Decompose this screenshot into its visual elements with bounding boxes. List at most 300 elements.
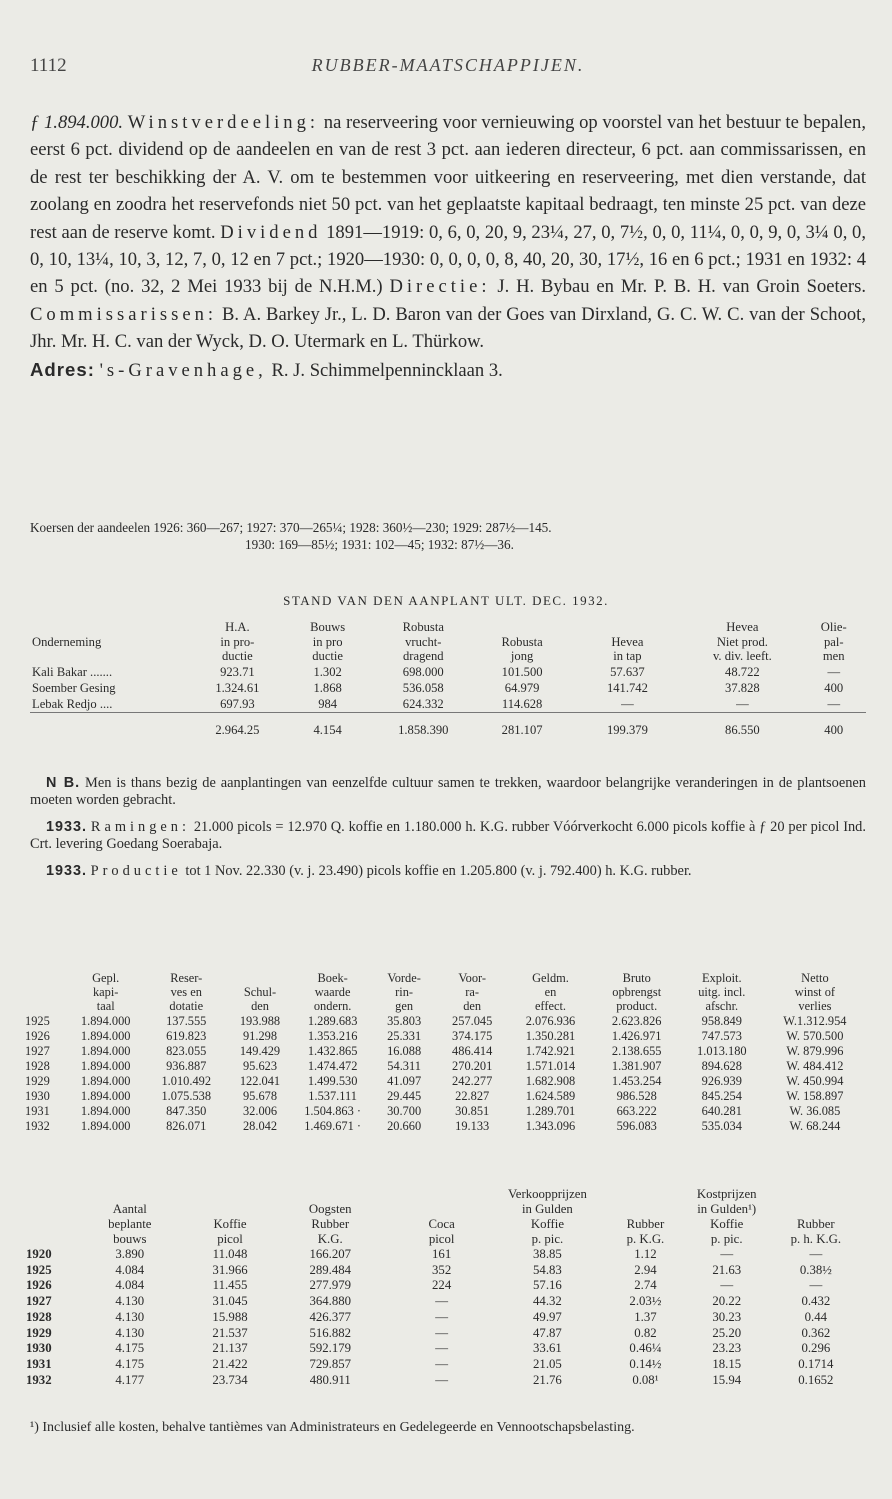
table-cell: 1925 <box>26 1262 52 1277</box>
table-cell: 1930 <box>25 1088 50 1103</box>
table-cell <box>603 1187 688 1202</box>
table-cell: 30.700 <box>387 1103 422 1118</box>
table-cell: 1926 <box>25 1028 50 1043</box>
table-cell: 364.880 <box>309 1294 352 1309</box>
table-cell: — <box>435 1325 449 1340</box>
table-cell <box>24 1202 69 1217</box>
ramingen-text: 21.000 picols = 12.970 Q. koffie en 1.180.000 h. K.G. rubber Vóórverkocht 6.000 picols koffie à ƒ 20 per picol Ind. Crt. levering Goedang Soerabaja. <box>30 819 866 852</box>
table-cell: 697.93 <box>220 696 255 711</box>
table-row <box>24 1104 866 1119</box>
table-cell: W.1.312.954 <box>783 1013 847 1028</box>
table-cell: 663.222 <box>616 1103 657 1118</box>
table-cell: 1927 <box>26 1294 52 1309</box>
table-cell: 57.16 <box>533 1278 562 1293</box>
table-cell: 729.857 <box>309 1356 352 1371</box>
table-cell <box>30 712 193 738</box>
table-cell: 23.23 <box>712 1341 742 1356</box>
productie-year: 1933. <box>46 863 88 879</box>
table-cell: 4.130 <box>115 1325 145 1340</box>
table-cell: Vorde- <box>387 971 421 985</box>
table-header-row <box>30 635 866 650</box>
adres-city: 's-Gravenhage, <box>99 359 267 381</box>
share-prices-line-1: Koersen der aandeelen 1926: 360—267; 1927: 370—265¼; 1928: 360½—230; 1929: 287½—145. <box>30 520 552 535</box>
table-cell: 0.08¹ <box>632 1372 659 1387</box>
table-cell: 166.207 <box>309 1247 352 1261</box>
table-cell: — <box>435 1372 449 1387</box>
table-cell: 1.537.111 <box>308 1088 357 1103</box>
table-cell: p. K.G. <box>626 1232 665 1246</box>
share-prices <box>30 519 866 553</box>
table-cell: 1.894.000 <box>80 1088 131 1103</box>
table-cell: 25.20 <box>712 1325 742 1340</box>
table-cell: 1.682.908 <box>525 1073 576 1088</box>
table-cell: 114.628 <box>501 696 543 711</box>
table-header-row <box>24 1187 866 1202</box>
table-cell: K.G. <box>317 1232 343 1246</box>
table-cell: 1926 <box>26 1278 52 1293</box>
table-cell: 38.85 <box>533 1247 562 1261</box>
table-cell: 270.201 <box>452 1058 493 1073</box>
table-cell: 149.429 <box>239 1043 281 1058</box>
table-cell: 0.362 <box>801 1325 831 1340</box>
table-cell: Koffie <box>710 1217 744 1231</box>
table-cell <box>191 1187 269 1202</box>
table-cell: 1.469.671 · <box>304 1118 362 1133</box>
table-cell: Rubber <box>311 1217 350 1231</box>
table-cell: — <box>720 1247 734 1261</box>
table-cell: Reser- <box>170 971 203 985</box>
share-prices-line-2: 1930: 169—85½; 1931: 102—45; 1932: 87½—36. <box>245 537 514 552</box>
table-cell: 20.22 <box>712 1294 742 1309</box>
table-cell: p. pic. <box>710 1232 743 1246</box>
table-cell: W. 570.500 <box>786 1028 844 1043</box>
table-cell: picol <box>428 1232 455 1246</box>
table-cell: taal <box>96 999 115 1014</box>
table-cell: 1.894.000 <box>80 1058 131 1073</box>
table-cell: Soember Gesing <box>32 680 116 695</box>
table-cell: 49.97 <box>533 1309 562 1324</box>
table-row <box>24 1119 866 1134</box>
table-cell: 1.504.863 · <box>304 1103 362 1118</box>
table-cell: 21.422 <box>212 1356 248 1371</box>
table-cell: Olie- <box>820 620 847 634</box>
table-cell: 1.381.907 <box>611 1058 662 1073</box>
table-cell: 21.137 <box>212 1341 248 1356</box>
table-cell <box>572 620 684 635</box>
table-row <box>30 696 866 713</box>
table-header-row <box>24 985 866 999</box>
table-cell: 18.15 <box>712 1356 742 1371</box>
table-cell: 21.05 <box>533 1356 562 1371</box>
table-cell: 2.03½ <box>629 1294 662 1309</box>
description-paragraph <box>30 109 866 356</box>
table-cell: W. 450.994 <box>786 1073 844 1088</box>
table-cell: 0.296 <box>801 1341 831 1356</box>
table-cell: 4.154 <box>281 712 373 738</box>
table-cell <box>766 1202 866 1217</box>
winst-label: Winstverdeeling: <box>127 112 320 133</box>
table-header-row <box>24 1232 866 1247</box>
table-cell: 826.071 <box>166 1118 207 1133</box>
table-cell: 101.500 <box>501 664 543 679</box>
table-cell: 1.013.180 <box>697 1043 747 1058</box>
table-row <box>30 680 866 696</box>
table-cell: 224 <box>432 1278 452 1293</box>
table-cell: afschr. <box>705 999 739 1014</box>
table-cell: 747.573 <box>701 1028 742 1043</box>
table-cell: 193.988 <box>239 1013 281 1028</box>
table-cell: in Gulden¹) <box>697 1202 757 1216</box>
table-cell: 1.350.281 <box>525 1028 576 1043</box>
table-cell: 536.058 <box>402 680 444 695</box>
table-cell: effect. <box>534 999 567 1014</box>
table-cell: 2.138.655 <box>611 1043 662 1058</box>
footnote: ¹) Inclusief alle kosten, behalve tantièmes van Administrateurs en Gedelegeerde en Vennootschapsbelasting. <box>30 1420 635 1435</box>
table-cell: Schul- <box>243 985 277 1000</box>
table-cell: 199.379 <box>572 712 684 738</box>
table-cell: H.A. <box>225 620 250 634</box>
table-header-row <box>30 620 866 635</box>
table-cell <box>24 1217 69 1232</box>
table-cell: 4.175 <box>115 1356 145 1371</box>
table-cell: 161 <box>432 1247 452 1261</box>
table-cell: — <box>809 1247 823 1261</box>
table-cell: v. div. leeft. <box>712 649 772 664</box>
table-cell: 64.979 <box>504 680 540 695</box>
winst-text: na reserveering voor vernieuwing op voorstel van het bestuur te bepalen, eerst 6 pct. dividend op de aandeelen en van de rest 3 pct. aan iederen directeur, 6 pct. aan commissarissen, en de rest ter beschikking der A. V. om te bestemmen voor uitkeering en reserveering, met dien verstande, dat zoolang en zoodra het reservefonds niet 50 pct. van het geplaatste kapitaal bedraagt, ten minste 25 pct. van deze rest aan de reserve komt. <box>30 112 866 243</box>
table-cell: winst of <box>794 985 836 1000</box>
table-cell: Lebak Redjo .... <box>32 696 113 711</box>
capital-amount: ƒ 1.894.000. <box>30 112 124 133</box>
table-cell: ductie <box>221 649 253 664</box>
company-description <box>30 109 866 384</box>
table-cell: 1.12 <box>634 1247 657 1261</box>
table-cell: 1.894.000 <box>80 1103 131 1118</box>
table-cell: 1.075.538 <box>161 1088 212 1103</box>
table-cell: ductie <box>312 649 344 664</box>
table-cell: 4.130 <box>115 1309 145 1324</box>
table-cell: Oogsten <box>308 1202 352 1216</box>
table-cell <box>24 985 65 999</box>
table-cell: 35.803 <box>387 1013 422 1028</box>
table-cell: — <box>827 696 841 711</box>
table-cell: 22.827 <box>455 1088 490 1103</box>
table-cell: 29.445 <box>387 1088 422 1103</box>
page-header <box>30 55 866 85</box>
table-cell: 289.484 <box>309 1262 352 1277</box>
table-cell: 0.14½ <box>629 1356 662 1371</box>
table-cell: Netto <box>801 971 829 985</box>
table-cell: 30.23 <box>712 1309 742 1324</box>
table-cell: ves en <box>170 985 202 1000</box>
table-cell: 21.63 <box>712 1262 742 1277</box>
table-cell: — <box>827 664 841 679</box>
table-cell: product. <box>616 999 658 1014</box>
table-cell: den <box>251 999 269 1014</box>
table-cell: 1920 <box>26 1247 52 1261</box>
table-cell: 374.175 <box>452 1028 493 1043</box>
table-cell: bouws <box>113 1232 147 1246</box>
table-cell: ra- <box>465 985 480 1000</box>
ramingen-note <box>30 819 866 853</box>
table-cell <box>69 1187 192 1202</box>
table-cell: 33.61 <box>533 1341 562 1356</box>
commissarissen-text: B. A. Barkey Jr., L. D. Baron van der Goes van Dirxland, G. C. W. C. van der Schoot, Jhr. Mr. H. C. van der Wyck, D. O. Utermark en L. Thürkow. <box>30 303 866 353</box>
nb-text: Men is thans bezig de aanplantingen van eenzelfde cultuur samen te trekken, waardoor belangrijke veranderingen in de plantsoenen moeten worden gebracht. <box>30 775 866 808</box>
productie-note <box>30 863 866 880</box>
table-cell: picol <box>217 1232 243 1246</box>
table-cell: 486.414 <box>452 1043 493 1058</box>
table-cell: 41.097 <box>387 1073 422 1088</box>
table-cell: 19.133 <box>455 1118 490 1133</box>
table-cell: gen <box>395 999 414 1014</box>
table-cell: 2.964.25 <box>193 712 281 738</box>
table-cell: 400 <box>801 712 866 738</box>
table-cell: 1932 <box>26 1372 52 1387</box>
table-cell: Hevea <box>726 620 759 634</box>
table-cell <box>766 1187 866 1202</box>
table-cell: 1.432.865 <box>307 1043 358 1058</box>
table-cell: W. 484.412 <box>786 1058 844 1073</box>
table-row <box>24 1059 866 1074</box>
table-cell: rin- <box>395 985 414 1000</box>
table-cell: Hevea <box>611 634 644 649</box>
table-row <box>24 1373 866 1389</box>
table-cell: 4.084 <box>115 1262 145 1277</box>
table-cell <box>392 1187 492 1202</box>
table-cell: 1.289.701 <box>525 1103 576 1118</box>
table-cell: 2.74 <box>634 1278 657 1293</box>
commissarissen-label: Commissarissen: <box>30 303 218 325</box>
table-cell: 0.38½ <box>799 1262 832 1277</box>
table-cell: 0.44 <box>804 1309 828 1324</box>
table-cell: Aantal <box>112 1202 147 1216</box>
table-cell: 25.331 <box>387 1028 422 1043</box>
table-cell: 31.045 <box>212 1294 248 1309</box>
productie-label: Productie <box>90 863 182 879</box>
table-header-row <box>30 649 866 664</box>
table-cell <box>30 620 193 635</box>
table-cell: W. 879.996 <box>786 1043 844 1058</box>
dividend-label: Dividend <box>220 221 322 243</box>
table-header-row <box>24 999 866 1013</box>
table-cell: 0.82 <box>634 1325 657 1340</box>
table-cell: p. pic. <box>531 1232 564 1246</box>
table-cell: W. 158.897 <box>786 1088 844 1103</box>
table-row <box>24 1294 866 1310</box>
table-cell: 1.010.492 <box>161 1073 212 1088</box>
table-cell: 47.87 <box>533 1325 562 1340</box>
table-cell: 1929 <box>26 1325 52 1340</box>
table-cell: 16.088 <box>387 1043 422 1058</box>
financial-table <box>24 971 866 1134</box>
table-cell: 281.107 <box>473 712 572 738</box>
table-cell <box>473 620 572 635</box>
table-cell: jong <box>510 649 534 664</box>
table-cell: 1928 <box>26 1309 52 1324</box>
table-cell: Kali Bakar ....... <box>32 664 113 679</box>
table-row <box>30 664 866 680</box>
table-cell: 1.302 <box>313 664 342 679</box>
table-cell: 257.045 <box>452 1013 493 1028</box>
table-cell: Bruto <box>622 971 651 985</box>
table-cell: 1.353.216 <box>307 1028 358 1043</box>
table-cell: 44.32 <box>533 1294 562 1309</box>
table-cell: den <box>463 999 482 1014</box>
harvest-price-table <box>24 1187 866 1388</box>
table-cell: 592.179 <box>309 1341 352 1356</box>
table-cell: 32.006 <box>242 1103 278 1118</box>
table-cell: 91.298 <box>242 1028 278 1043</box>
table-row <box>24 1074 866 1089</box>
directie-text: J. H. Bybau en Mr. P. B. H. van Groin Soeters. <box>497 276 866 298</box>
table-cell: 31.966 <box>212 1262 248 1277</box>
table-cell: 137.555 <box>166 1013 207 1028</box>
table-cell: 1.894.000 <box>80 1073 131 1088</box>
table-cell: 1.499.530 <box>307 1073 358 1088</box>
table-cell: 1.324.61 <box>215 680 260 695</box>
table-cell: Kostprijzen <box>696 1187 757 1201</box>
table-cell: 15.94 <box>712 1372 742 1387</box>
table-cell: 15.988 <box>212 1309 248 1324</box>
table-cell: 624.332 <box>402 696 444 711</box>
table-cell: — <box>720 1278 734 1293</box>
table-cell <box>226 971 294 985</box>
ramingen-year: 1933. <box>46 819 88 835</box>
table-cell: Koffie <box>530 1217 564 1231</box>
table-row <box>24 1089 866 1104</box>
table-row <box>24 1014 866 1029</box>
table-cell: Verkoopprijzen <box>507 1187 587 1201</box>
table-cell: 54.311 <box>387 1058 421 1073</box>
table-cell: 923.71 <box>220 664 255 679</box>
table-row <box>24 1263 866 1279</box>
table-cell: 21.76 <box>533 1372 562 1387</box>
table-cell: in Gulden <box>522 1202 573 1216</box>
table-cell: — <box>435 1341 449 1356</box>
table-cell: 1.474.472 <box>307 1058 358 1073</box>
table-cell: 4.130 <box>115 1294 145 1309</box>
planting-table <box>30 620 866 738</box>
table-cell: 4.175 <box>115 1341 145 1356</box>
dividend-text: 1891—1919: 0, 6, 0, 20, 9, 23¼, 27, 0, 7½, 0, 0, 11¼, 0, 0, 9, 0, 3¼ 0, 0, 0, 10, 13¼, 10, 3, 12, 7, 0, 12 en 7 pct.; 1920—1930: 0, 0, 0, 0, 8, 40, 20, 30, 17½, 16 en 6 pct.; 1931 en 1932: 4 en 5 pct. (no. 32, 2 Mei 1933 bij de N.H.M.) <box>30 221 867 298</box>
table-cell: 984 <box>318 696 338 711</box>
table-cell: 1.343.096 <box>525 1118 576 1133</box>
table-cell: 1.894.000 <box>80 1118 131 1133</box>
planting-table-title: STAND VAN DEN AANPLANT ULT. DEC. 1932. <box>283 593 609 608</box>
table-cell: 1.858.390 <box>374 712 473 738</box>
table-row <box>24 1029 866 1044</box>
table-cell: beplante <box>108 1217 152 1231</box>
table-cell: Geldm. <box>532 971 569 985</box>
table-cell: 4.084 <box>115 1278 145 1293</box>
table-cell: 1.571.014 <box>525 1058 576 1073</box>
table-cell: 823.055 <box>166 1043 207 1058</box>
table-cell: ondern. <box>313 999 352 1014</box>
table-cell: 141.742 <box>606 680 648 695</box>
table-cell <box>24 1232 69 1247</box>
table-cell: dragend <box>402 649 444 664</box>
table-cell: 11.048 <box>212 1247 248 1261</box>
table-cell: 277.979 <box>309 1278 352 1293</box>
table-cell: Bouws <box>310 620 346 634</box>
table-cell: 619.823 <box>166 1028 207 1043</box>
table-cell: 1929 <box>25 1073 50 1088</box>
table-cell: 1930 <box>26 1341 52 1356</box>
table-cell: verlies <box>798 999 832 1014</box>
table-cell: 1.742.921 <box>525 1043 576 1058</box>
table-cell: 86.550 <box>683 712 801 738</box>
table-row <box>24 1278 866 1294</box>
table-cell: 1.868 <box>313 680 342 695</box>
table-cell: — <box>621 696 634 711</box>
table-cell: 1.289.683 <box>307 1013 358 1028</box>
productie-text: tot 1 Nov. 22.330 (v. j. 23.490) picols koffie en 1.205.800 (v. j. 792.400) h. K.G. rubber. <box>185 863 692 879</box>
table-header-row <box>24 1217 866 1232</box>
table-cell: en <box>544 985 557 1000</box>
running-title: RUBBER-MAATSCHAPPIJEN. <box>311 55 585 75</box>
totals-row <box>30 712 866 738</box>
table-cell: 894.628 <box>701 1058 742 1073</box>
table-cell: 1927 <box>25 1043 50 1058</box>
table-cell: vrucht- <box>405 634 442 649</box>
adres-street: R. J. Schimmelpennincklaan 3. <box>271 359 503 381</box>
table-cell: 426.377 <box>309 1309 352 1324</box>
table-cell <box>392 1202 492 1217</box>
table-cell: 11.455 <box>212 1278 248 1293</box>
table-cell: men <box>822 649 845 664</box>
table-cell: 242.277 <box>452 1073 493 1088</box>
table-cell: 2.623.826 <box>611 1013 662 1028</box>
nb-label: N B. <box>46 775 81 791</box>
table-row <box>24 1341 866 1357</box>
table-cell: 3.890 <box>115 1247 145 1261</box>
table-cell: 0.46¼ <box>629 1341 662 1356</box>
page-number: 1112 <box>30 55 67 76</box>
table-cell: 596.083 <box>616 1118 657 1133</box>
table-header-row <box>24 971 866 985</box>
table-cell <box>24 999 65 1013</box>
table-cell: 0.1714 <box>798 1356 834 1371</box>
table-cell: 986.528 <box>616 1088 657 1103</box>
table-cell: opbrengst <box>612 985 662 1000</box>
table-cell: in tap <box>613 649 642 664</box>
table-row <box>24 1044 866 1059</box>
table-cell: Robusta <box>402 620 444 634</box>
table-cell: 352 <box>432 1262 452 1277</box>
table-cell: 23.734 <box>212 1372 248 1387</box>
table-row <box>24 1357 866 1373</box>
table-cell: Rubber <box>626 1217 665 1231</box>
table-cell: 95.623 <box>242 1058 278 1073</box>
table-cell: uitg. incl. <box>698 985 746 1000</box>
table-cell: 958.849 <box>701 1013 742 1028</box>
table-row <box>24 1247 866 1263</box>
table-cell: 21.537 <box>212 1325 248 1340</box>
table-cell: 480.911 <box>309 1372 351 1387</box>
table-cell: — <box>435 1294 449 1309</box>
table-cell: 1931 <box>26 1356 52 1371</box>
table-cell: 698.000 <box>402 664 444 679</box>
table-cell: 1932 <box>25 1118 50 1133</box>
table-cell: 0.1652 <box>798 1372 834 1387</box>
table-cell: W. 68.244 <box>789 1118 841 1133</box>
table-cell: 57.637 <box>610 664 645 679</box>
table-cell: W. 36.085 <box>789 1103 841 1118</box>
address-line <box>30 356 866 384</box>
table-cell: Voor- <box>458 971 487 985</box>
table-cell: Coca <box>428 1217 455 1231</box>
